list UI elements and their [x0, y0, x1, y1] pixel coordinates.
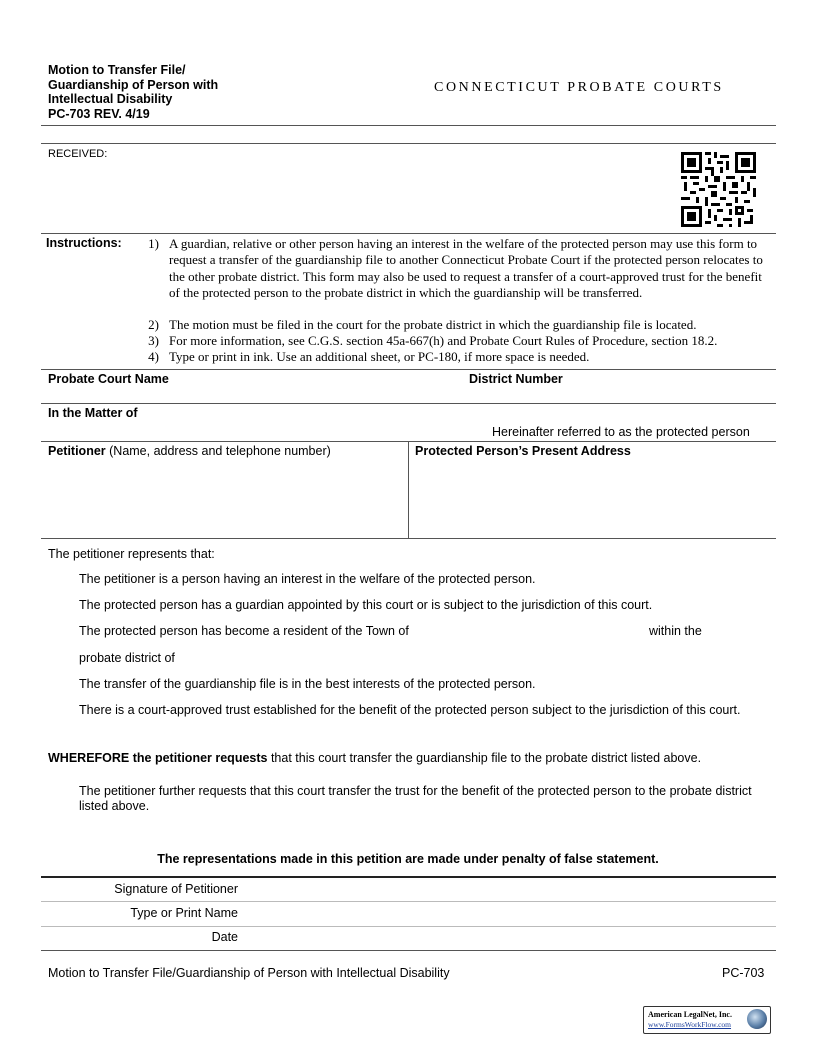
- globe-icon: [747, 1009, 767, 1029]
- instructions-label: Instructions:: [46, 236, 122, 250]
- divider: [41, 901, 776, 902]
- instruction-text: For more information, see C.G.S. section 45a-667(h) and Probate Court Rules of Procedure, section 18.2.: [169, 333, 718, 348]
- footer-title: Motion to Transfer File/Guardianship of Person with Intellectual Disability: [48, 966, 450, 980]
- instruction-number: 1): [148, 236, 159, 251]
- instruction-number: 2): [148, 317, 159, 332]
- representation-item: The protected person has become a resident of the Town of: [79, 624, 409, 638]
- in-the-matter-of-label: In the Matter of: [48, 406, 138, 420]
- district-number-label: District Number: [469, 372, 563, 386]
- wherefore-request: [48, 751, 701, 765]
- form-title-line: Guardianship of Person with: [48, 77, 219, 92]
- representation-item: probate district of: [79, 651, 175, 665]
- divider: [41, 369, 776, 370]
- column-divider: [408, 441, 409, 538]
- petitioner-hint: (Name, address and telephone number): [105, 444, 331, 458]
- divider: [41, 950, 776, 951]
- probate-court-name-label: Probate Court Name: [48, 372, 169, 386]
- footer-form-code: PC-703: [722, 966, 765, 980]
- forms-workflow-logo[interactable]: [643, 1006, 771, 1034]
- petitioner-label: Petitioner: [48, 444, 106, 458]
- form-number: PC-703 REV. 4/19: [48, 106, 150, 121]
- instruction-number: 4): [148, 349, 159, 364]
- instruction-text: A guardian, relative or other person having an interest in the welfare of the protected person may use this form to request a transfer of the guardianship file to another Connecticut Probate Court if the protected person relocates to the other probate district. This form may also be used to request a transfer of a court-approved trust for the benefit of the protected person to the probate district in which the guardianship will be transferred.: [169, 236, 763, 300]
- form-title-line: Motion to Transfer File/: [48, 63, 186, 77]
- logo-company-name: American LegalNet, Inc.: [648, 1010, 732, 1019]
- instruction-number: 3): [148, 333, 159, 348]
- representation-item: The petitioner is a person having an interest in the welfare of the protected person.: [79, 572, 536, 586]
- divider: [41, 403, 776, 404]
- thick-divider: [41, 876, 776, 878]
- representation-item: There is a court-approved trust established for the benefit of the protected person subject to the jurisdiction of this court.: [79, 703, 741, 717]
- representation-item: The protected person has a guardian appointed by this court or is subject to the jurisdiction of this court.: [79, 598, 653, 612]
- divider: [41, 233, 776, 234]
- print-name-label: Type or Print Name: [130, 906, 238, 920]
- date-label: Date: [211, 930, 238, 944]
- hereinafter-note: Hereinafter referred to as the protected person: [492, 425, 750, 439]
- wherefore-rest: that this court transfer the guardianship file to the probate district listed above.: [267, 751, 702, 765]
- representation-item: The transfer of the guardianship file is in the best interests of the protected person.: [79, 677, 536, 691]
- divider: [41, 538, 776, 539]
- qr-code-icon: [681, 152, 756, 227]
- instruction-text: The motion must be filed in the court for the probate district in which the guardianship file is located.: [169, 317, 697, 332]
- petitioner-field-label: [48, 444, 331, 458]
- representation-item: within the: [649, 624, 702, 638]
- form-title: [48, 63, 218, 121]
- protected-address-label: Protected Person’s Present Address: [415, 444, 631, 458]
- further-request: The petitioner further requests that this court transfer the trust for the benefit of the protected person to the probate district listed above.: [79, 784, 752, 813]
- form-title-line: Intellectual Disability: [48, 92, 173, 106]
- wherefore-bold: WHEREFORE the petitioner requests: [48, 751, 268, 765]
- divider: [41, 926, 776, 927]
- representations-intro: The petitioner represents that:: [48, 547, 215, 561]
- instruction-text: Type or print in ink. Use an additional sheet, or PC-180, if more space is needed.: [169, 349, 590, 364]
- court-header: CONNECTICUT PROBATE COURTS: [434, 80, 724, 95]
- penalty-statement: The representations made in this petition are made under penalty of false statement.: [157, 852, 659, 866]
- received-label: RECEIVED:: [48, 148, 108, 160]
- signature-label: Signature of Petitioner: [114, 882, 238, 896]
- divider: [41, 125, 776, 126]
- logo-link[interactable]: www.FormsWorkFlow.com: [648, 1020, 732, 1029]
- divider: [41, 143, 776, 144]
